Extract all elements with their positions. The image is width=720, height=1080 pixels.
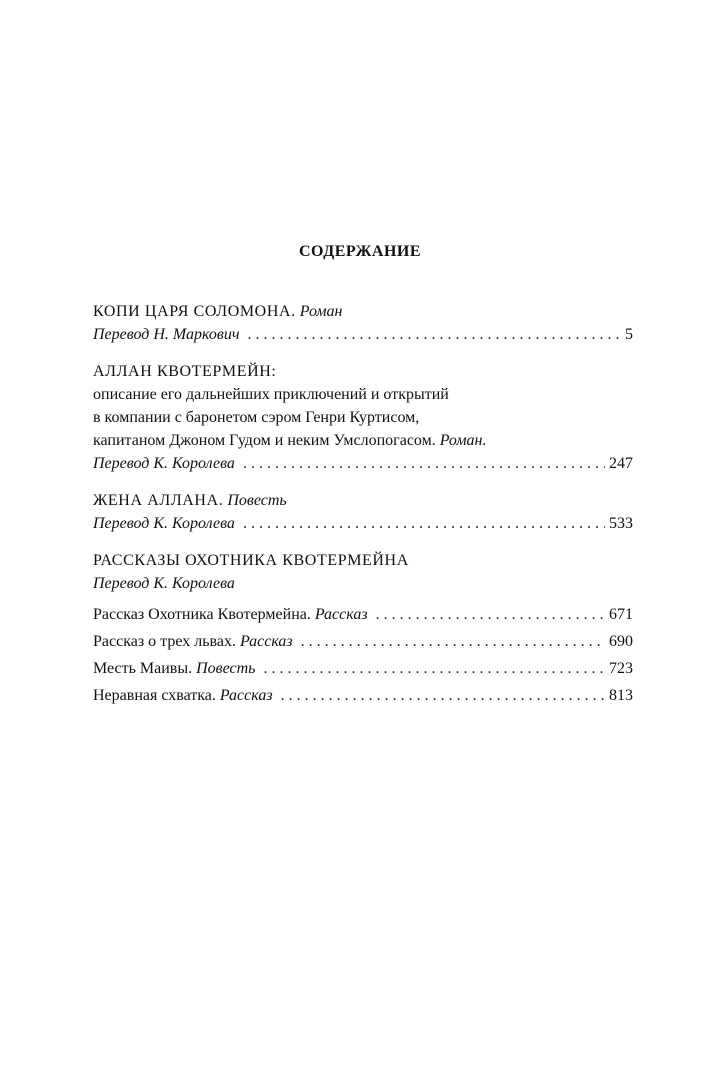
dot-leader	[281, 684, 605, 707]
toc-entry-heading	[93, 549, 633, 572]
story-row[interactable]	[93, 684, 633, 707]
toc-entry-heading	[93, 360, 633, 383]
work-description-text: капитаном Джоном Гудом и неким Умслопогасом.	[93, 432, 436, 449]
work-title: КОПИ ЦАРЯ СОЛОМОНА.	[93, 303, 296, 320]
page-number: 247	[609, 455, 633, 472]
work-description-line: в компании с баронетом сэром Генри Куртисом,	[93, 409, 420, 426]
work-description-line: описание его дальнейших приключений и открытий	[93, 386, 449, 403]
story-row[interactable]	[93, 657, 633, 680]
story-genre: Рассказ	[239, 633, 293, 650]
toc-entry-hunter-quatermain-stories	[93, 549, 633, 707]
work-description-line	[93, 429, 633, 452]
page-number: 813	[609, 687, 633, 704]
toc-entry-allans-wife	[93, 489, 633, 535]
toc-entry-allan-quatermain	[93, 360, 633, 475]
story-label	[93, 630, 293, 653]
dot-leader	[243, 452, 605, 475]
toc-entry-translator-row[interactable]	[93, 512, 633, 535]
story-title: Месть Маивы.	[93, 660, 193, 677]
work-title: ЖЕНА АЛЛАНА.	[93, 492, 224, 509]
translator-credit: Перевод Н. Маркович	[93, 326, 240, 343]
page-number: 723	[609, 660, 633, 677]
translator-credit: Перевод К. Королева	[93, 515, 235, 532]
dot-leader	[376, 603, 605, 626]
work-genre: Роман.	[439, 432, 487, 449]
work-title: РАССКАЗЫ ОХОТНИКА КВОТЕРМЕЙНА	[93, 552, 409, 569]
work-genre: Роман	[299, 303, 343, 320]
story-row[interactable]	[93, 630, 633, 653]
story-title: Рассказ о трех львах.	[93, 633, 236, 650]
story-label	[93, 684, 273, 707]
table-of-contents	[93, 300, 633, 707]
story-title: Неравная схватка.	[93, 687, 216, 704]
toc-entry-translator-row[interactable]	[93, 323, 633, 346]
story-label	[93, 657, 255, 680]
story-row[interactable]	[93, 603, 633, 626]
story-genre: Повесть	[196, 660, 256, 677]
dot-leader	[263, 657, 605, 680]
toc-entry-heading	[93, 489, 633, 512]
story-genre: Рассказ	[219, 687, 273, 704]
page-number: 5	[625, 326, 633, 343]
dot-leader	[301, 630, 605, 653]
dot-leader	[247, 323, 621, 346]
story-label	[93, 603, 368, 626]
page-number: 533	[609, 515, 633, 532]
dot-leader	[243, 512, 605, 535]
translator-credit: Перевод К. Королева	[93, 455, 235, 472]
story-title: Рассказ Охотника Квотермейна.	[93, 606, 311, 623]
page-number: 671	[609, 606, 633, 623]
toc-entry-king-solomons-mines	[93, 300, 633, 346]
toc-entry-heading	[93, 300, 633, 323]
toc-entry-translator-row[interactable]	[93, 452, 633, 475]
work-title: АЛЛАН КВОТЕРМЕЙН:	[93, 363, 277, 380]
page-number: 690	[609, 633, 633, 650]
story-list	[93, 603, 633, 707]
translator-credit: Перевод К. Королева	[93, 575, 235, 592]
work-genre: Повесть	[227, 492, 287, 509]
story-genre: Рассказ	[314, 606, 368, 623]
page-title: СОДЕРЖАНИЕ	[298, 243, 422, 260]
